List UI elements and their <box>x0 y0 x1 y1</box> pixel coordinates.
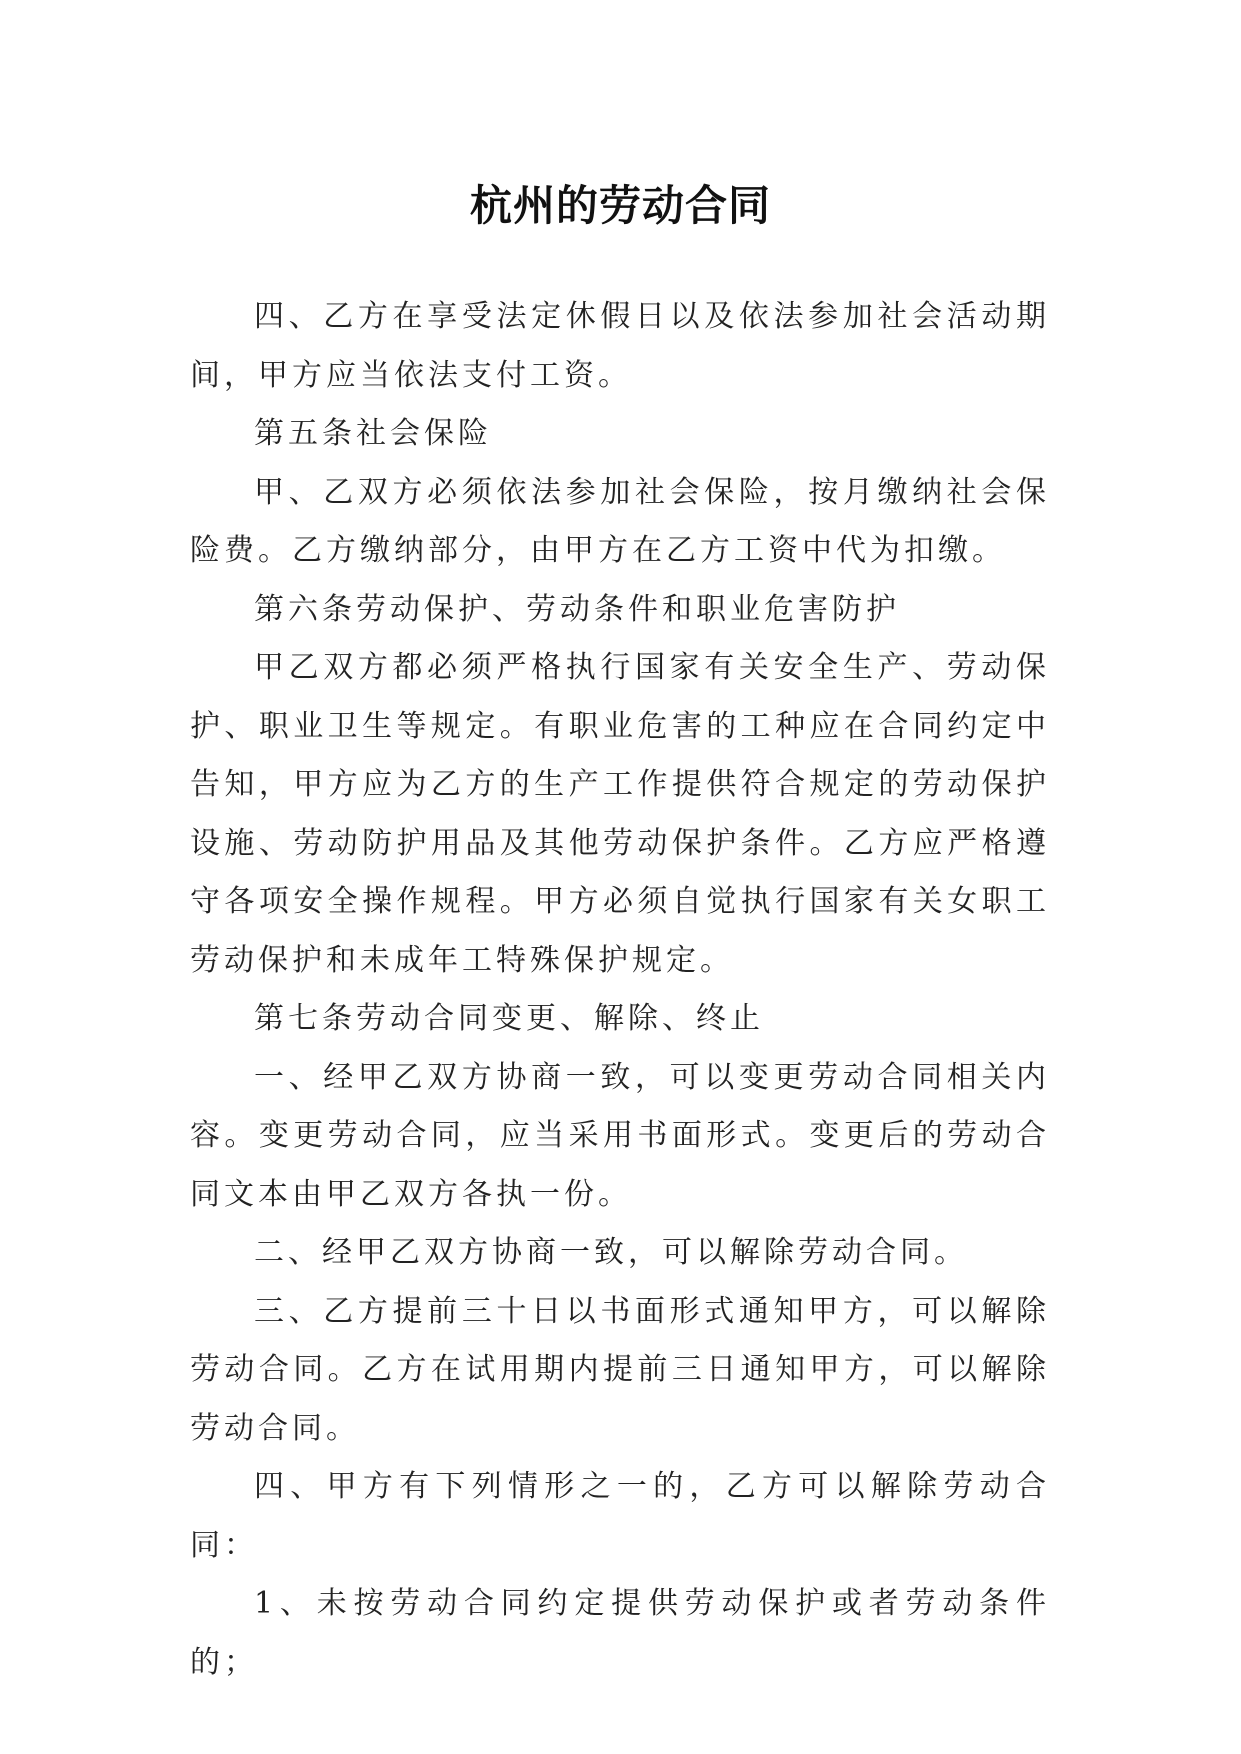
paragraph-employer-conditions: 四、甲方有下列情形之一的，乙方可以解除劳动合同： <box>190 1469 1050 1563</box>
list-item-1: 1、未按劳动合同约定提供劳动保护或者劳动条件的； <box>190 1586 1050 1680</box>
paragraph-social-insurance: 甲、乙双方必须依法参加社会保险，按月缴纳社会保险费。乙方缴纳部分，由甲方在乙方工资中代为扣缴。 <box>190 474 1050 568</box>
paragraph-contract-change: 一、经甲乙双方协商一致，可以变更劳动合同相关内容。变更劳动合同，应当采用书面形式。变更后的劳动合同文本由甲乙双方各执一份。 <box>190 1059 1050 1212</box>
heading-article-7: 第七条劳动合同变更、解除、终止 <box>254 1001 764 1036</box>
heading-article-5: 第五条社会保险 <box>254 416 492 451</box>
heading-article-6: 第六条劳动保护、劳动条件和职业危害防护 <box>254 591 900 627</box>
paragraph-labor-protection: 甲乙双方都必须严格执行国家有关安全生产、劳动保护、职业卫生等规定。有职业危害的工种应在合同约定中告知，甲方应为乙方的生产工作提供符合规定的劳动保护设施、劳动防护用品及其他劳动保护条件。乙方应严格遵守各项安全操作规程。甲方必须自觉执行国家有关女职工劳动保护和未成年工特殊保护规定。 <box>190 650 1050 978</box>
document-title: 杭州的劳动合同 <box>469 181 771 231</box>
paragraph-article-4-wages: 四、乙方在享受法定休假日以及依法参加社会活动期间，甲方应当依法支付工资。 <box>190 299 1050 393</box>
paragraph-mutual-termination: 二、经甲乙双方协商一致，可以解除劳动合同。 <box>254 1235 968 1270</box>
paragraph-notice-termination: 三、乙方提前三十日以书面形式通知甲方，可以解除劳动合同。乙方在试用期内提前三日通知甲方，可以解除劳动合同。 <box>190 1293 1050 1446</box>
document-body <box>190 288 1050 1692</box>
